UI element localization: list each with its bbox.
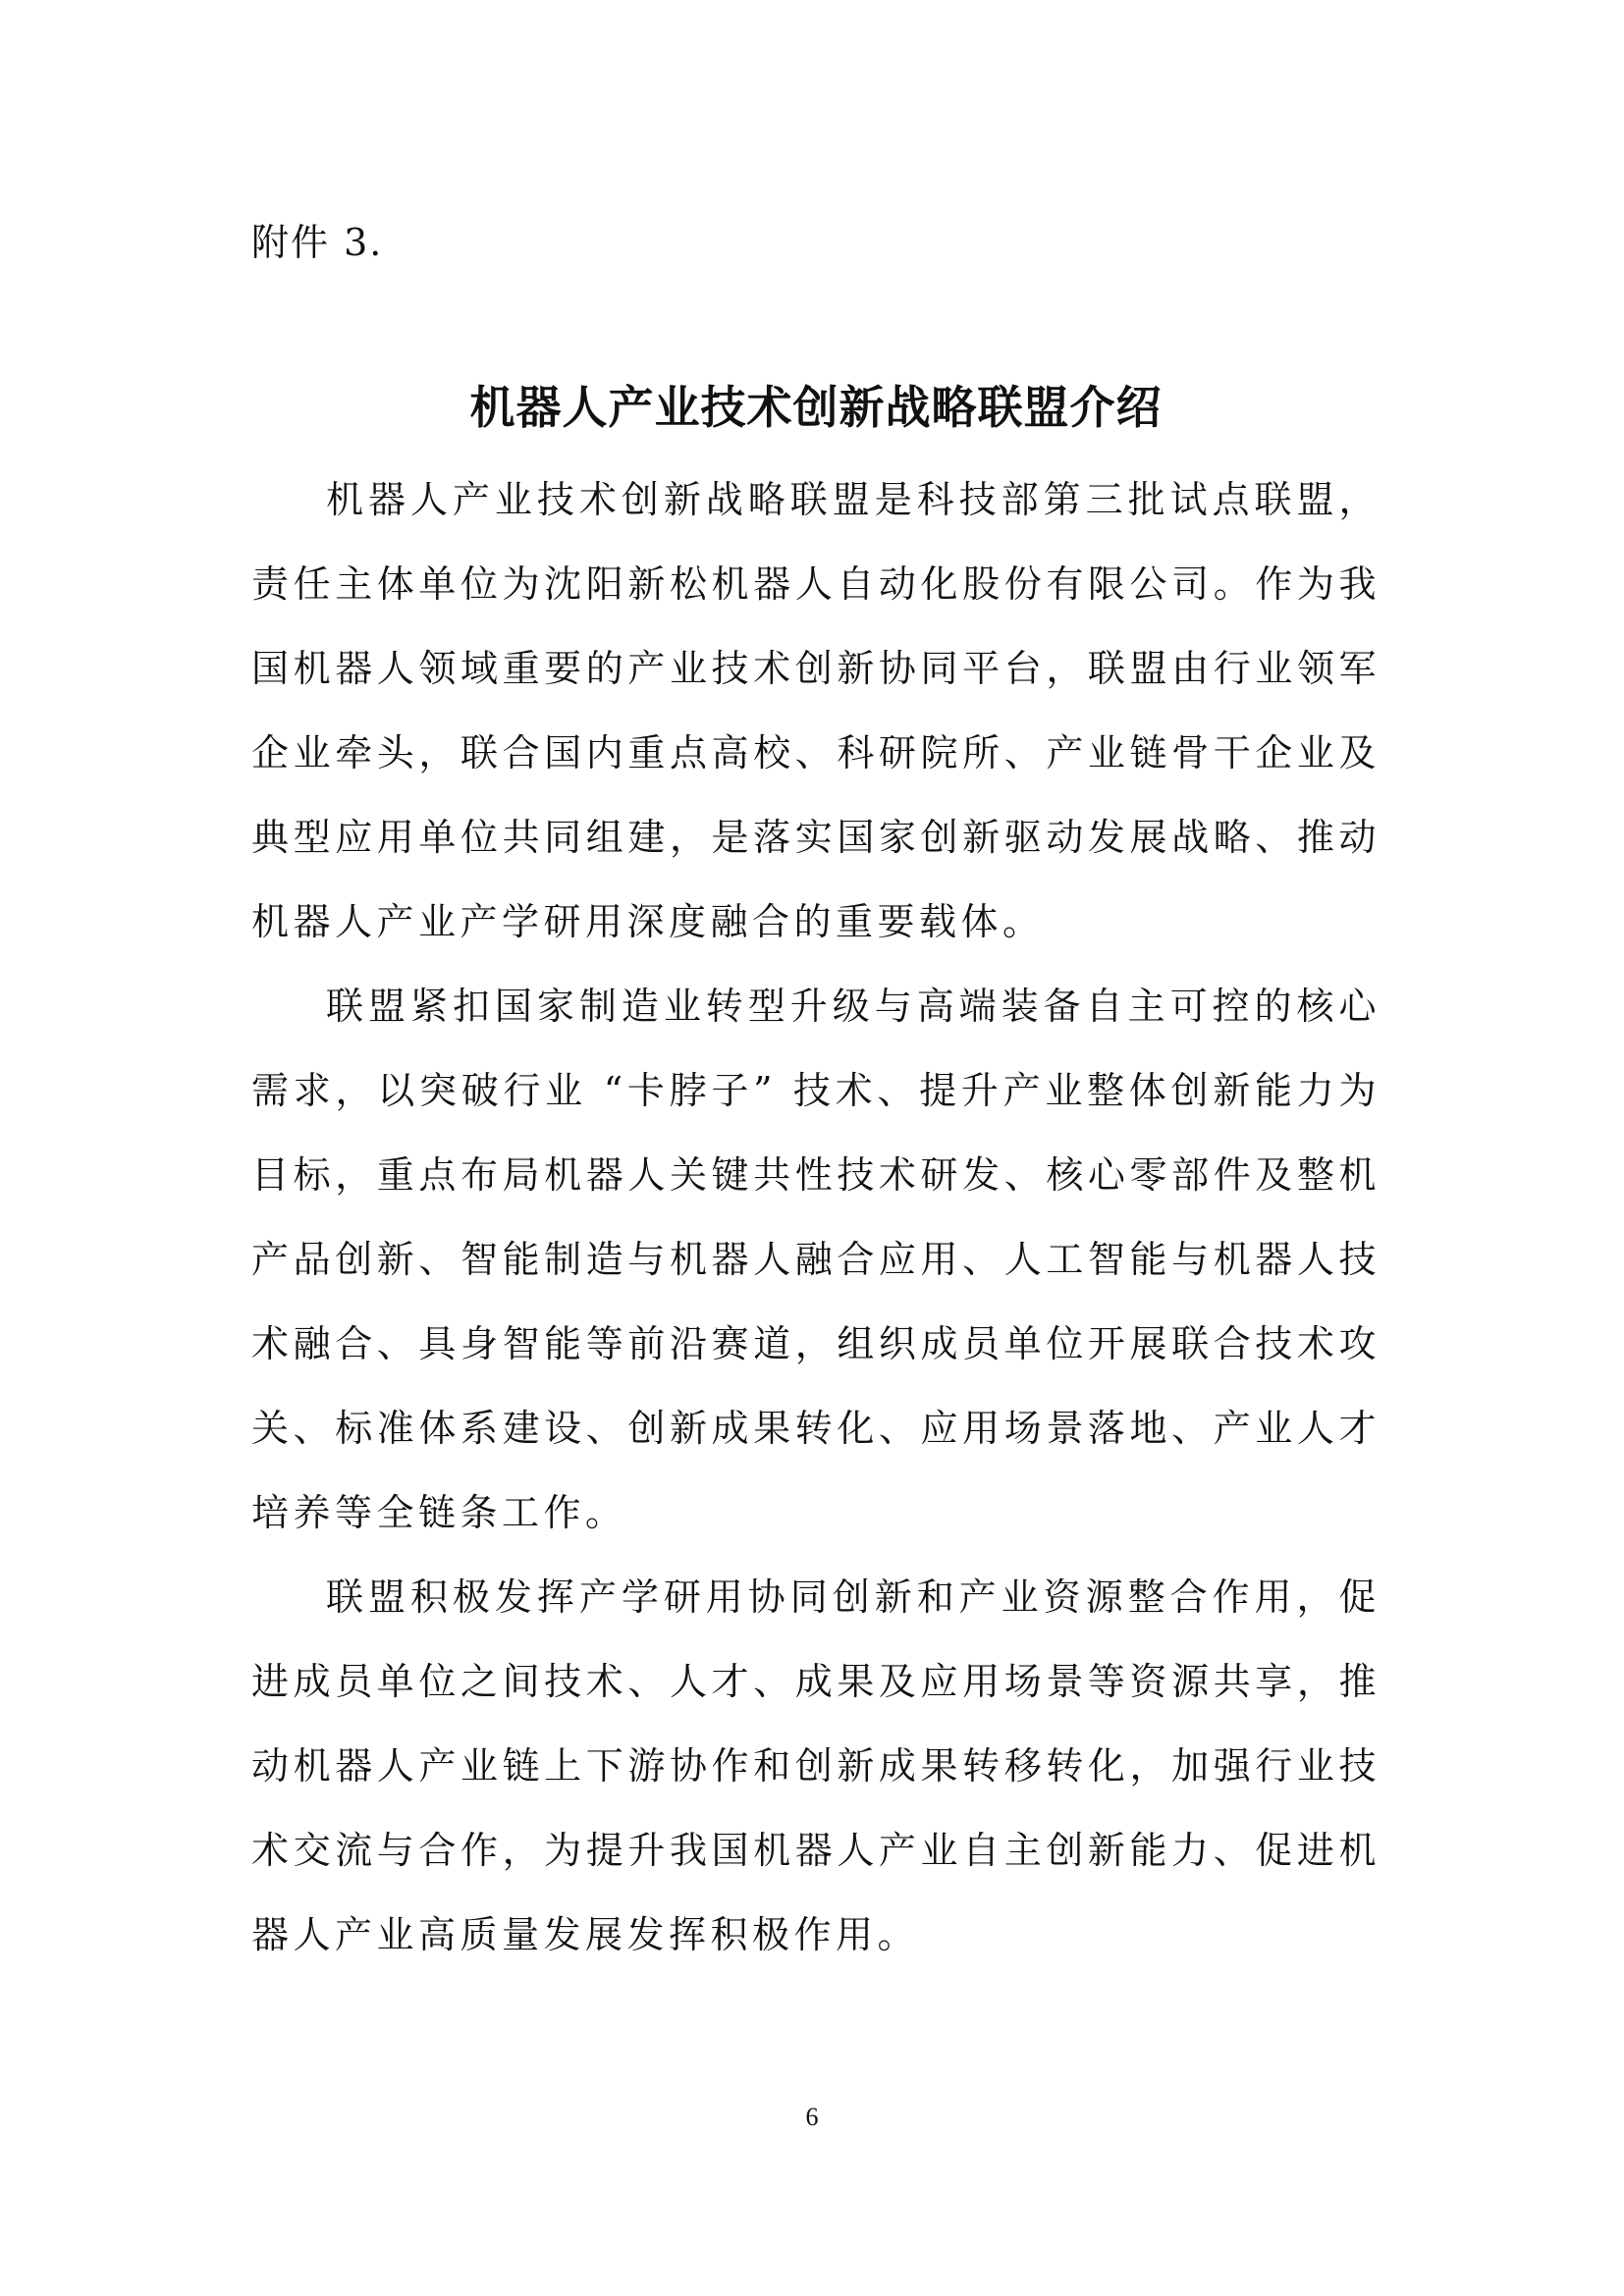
page-number: 6 — [805, 2103, 819, 2131]
document-body — [251, 457, 1380, 1977]
document-title: 机器人产业技术创新战略联盟介绍 — [469, 381, 1163, 434]
paragraph-3: 联盟积极发挥产学研用协同创新和产业资源整合作用，促进成员单位之间技术、人才、成果及应用场景等资源共享，推动机器人产业链上下游协作和创新成果转移转化，加强行业技术交流与合作，为提升我国机器人产业自主创新能力、促进机器人产业高质量发展发挥积极作用。 — [251, 1575, 1380, 1956]
paragraph-2: 联盟紧扣国家制造业转型升级与高端装备自主可控的核心需求，以突破行业 “卡脖子” 技术、提升产业整体创新能力为目标，重点布局机器人关键共性技术研发、核心零部件及整机产品创新、智能制造与机器人融合应用、人工智能与机器人技术融合、具身智能等前沿赛道，组织成员单位开展联合技术攻关、标准体系建设、创新成果转化、应用场景落地、产业人才培养等全链条工作。 — [251, 985, 1380, 1534]
paragraph-1: 机器人产业技术创新战略联盟是科技部第三批试点联盟，责任主体单位为沈阳新松机器人自动化股份有限公司。作为我国机器人领域重要的产业技术创新协同平台，联盟由行业领军企业牵头，联合国内重点高校、科研院所、产业链骨干企业及典型应用单位共同组建，是落实国家创新驱动发展战略、推动机器人产业产学研用深度融合的重要载体。 — [251, 478, 1380, 943]
attachment-label: 附件 3. — [251, 221, 384, 264]
